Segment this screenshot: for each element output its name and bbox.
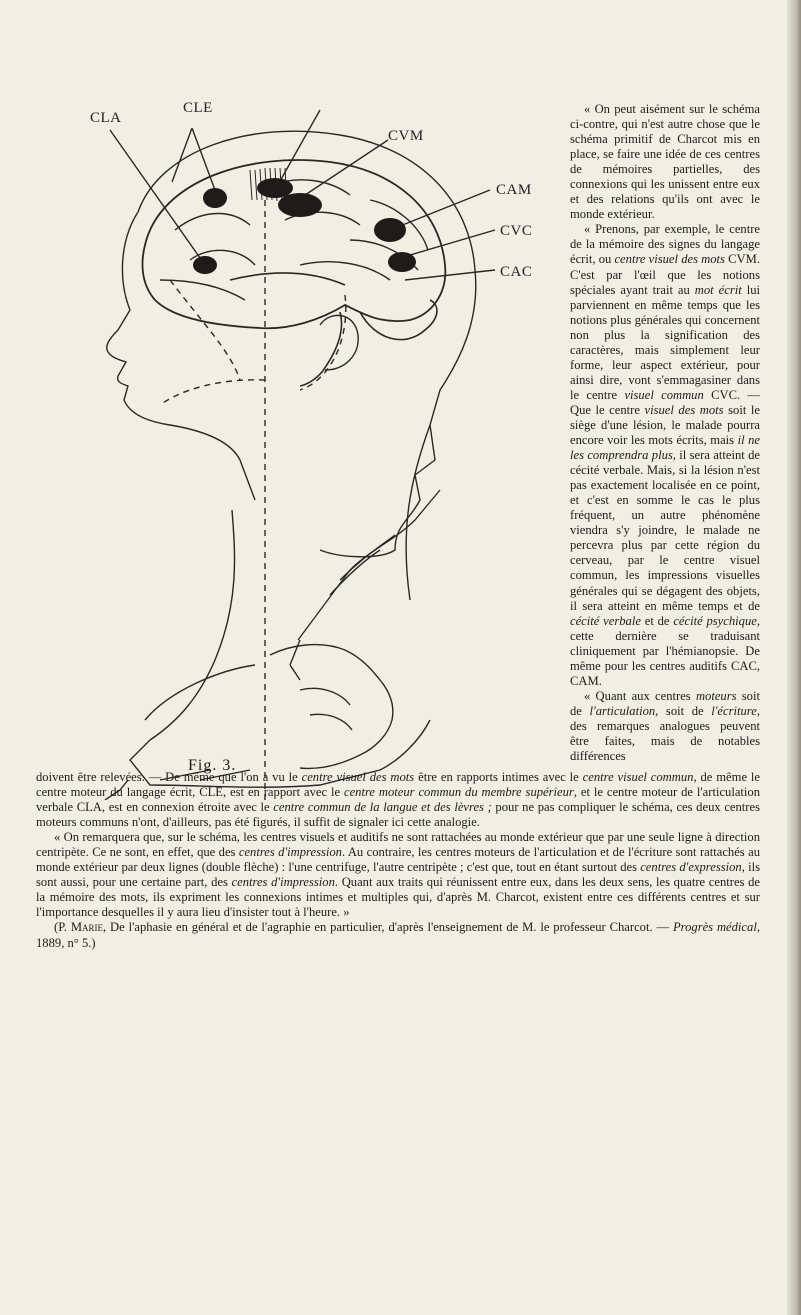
label-cla: CLA — [90, 110, 122, 126]
cam-centre — [278, 193, 322, 217]
column-paragraph — [570, 222, 760, 688]
side-column-text — [570, 102, 760, 764]
ear-outline — [320, 315, 358, 370]
text-run: doivent être relevées. — De même que l'on a vu le — [36, 770, 302, 784]
pen-quill — [298, 490, 440, 640]
text-run: , de même le centre moteur du langage écrit, CLE, est en rapport avec le — [36, 770, 761, 800]
column-paragraph — [570, 102, 760, 222]
italic-run: centres d'impression — [231, 875, 335, 890]
text-run: , cette dernière se traduisant cliniquement par l'hémianopsie. De même pour les centres auditifs CAC, CAM. — [570, 613, 760, 688]
full-width-text — [36, 770, 760, 951]
cerebellum-outline — [360, 300, 437, 340]
label-cvm: CVM — [388, 128, 424, 144]
body-paragraph — [36, 920, 760, 950]
figure-brain-schema — [0, 80, 560, 800]
brain-hand-illustration — [0, 80, 560, 800]
face-outline — [107, 212, 255, 500]
italic-run: Progrès médical — [672, 920, 757, 935]
neck-outline — [406, 425, 430, 600]
italic-run: l'articulation — [589, 703, 656, 718]
text-run: lui parviennent en même temps que les notions plus générales qui concernent non plus la signification des caractères, mais simplement leur forme, leur aspect extérieur, pour ainsi dire, vont s'emmagasiner dans le centre — [570, 282, 760, 402]
text-run: soit le siège d'une lésion, le malade pourra encore voir les mots écrits, mais — [570, 402, 760, 448]
text-run: « On peut aisément sur le schéma ci-contre, qui n'est autre chose que le schéma primitif de Charcot mis en place, se faire une idée de ces centres de mémoires partielles, des connexions qui les unissent entre eux et des relations qu'ils ont avec le monde extérieur. — [570, 102, 760, 222]
text-run: , ils sont aussi, pour une certaine part, des — [36, 860, 761, 890]
text-run: , il sera atteint de cécité verbale. Mais, si la lésion n'est pas exactement localisée en ce point, et c'est en somme le cas le plus fréquent, un autre phénomène viendra s'y joindre, le malade ne percevra plus par cette région du cerveau, par le centre visuel commun, les impressions visuelles générales qui se dégagent des objets, il sera atteint en même temps et de — [570, 448, 761, 613]
text-run: être en rapports intimes avec le — [414, 770, 583, 784]
italic-run: il ne les comprendra plus — [570, 433, 760, 463]
text-run: Marie — [70, 920, 104, 935]
italic-run: centre visuel des mots — [614, 252, 725, 267]
column-paragraph — [570, 689, 760, 764]
label-cac: CAC — [500, 264, 533, 280]
italic-run: centres d'expression — [640, 860, 742, 875]
text-run: « Quant aux centres — [584, 688, 696, 703]
page-edge-shadow — [787, 0, 801, 1315]
italic-run: moteurs — [695, 688, 737, 703]
italic-run: centre visuel commun — [582, 770, 694, 784]
text-run: , De l'aphasie en général et de l'agraphie en particulier, d'après l'enseignement de M. le professeur Charcot. — — [103, 920, 673, 935]
text-run: « Prenons, par exemple, le centre de la mémoire des signes du langage écrit, ou — [570, 222, 760, 267]
cvm-centre — [257, 178, 293, 198]
italic-run: cécité verbale — [570, 613, 641, 628]
text-run: . Quant aux traits qui réunissent entre eux, dans les deux sens, les quatre centres de la mémoire des mots, ils expriment les connexions intimes et multiples qui, d'après M. Charcot, existent entre ces différents centres et sur l'importance desquelles il y aura lieu d'insister tout à l'heure. » — [36, 875, 760, 920]
text-run: pour ne pas compliquer le schéma, ces deux centres moteurs communs n'ont, d'ailleurs, pas été figurés, il suffit de signaler ici cette analogie. — [36, 800, 760, 830]
brain-outline — [142, 160, 445, 328]
label-cvc: CVC — [500, 223, 533, 239]
text-run: CVM. C'est par l'œil que les notions spéciales ayant trait au — [570, 252, 760, 297]
hand-outline — [270, 645, 393, 769]
text-run: , et le centre moteur de l'articulation verbale CLA, est en connexion étroite avec le — [36, 785, 761, 815]
text-run: et de — [640, 613, 674, 628]
label-cle: CLE — [183, 100, 213, 116]
italic-run: mot écrit — [694, 282, 742, 297]
text-run: « On remarquera que, sur le schéma, les centres visuels et auditifs ne sont rattachées au monde extérieur que par une seule ligne à direction centripète. Ce ne sont, en effet, que des — [36, 830, 760, 860]
body-paragraph — [36, 770, 760, 830]
cla-centre — [193, 256, 217, 274]
italic-run: centre moteur commun du membre supérieur — [343, 785, 574, 800]
cac-centre — [388, 252, 416, 272]
italic-run: centre visuel des mots — [301, 770, 415, 784]
cle-centre — [203, 188, 227, 208]
cvc-centre — [374, 218, 406, 242]
arm-outline — [130, 510, 430, 787]
italic-run: centres d'impression — [238, 845, 342, 860]
text-run: (P. — [54, 920, 71, 935]
text-run: , soit de — [655, 703, 712, 718]
label-cam: CAM — [496, 182, 532, 198]
italic-run: visuel commun — [624, 387, 704, 402]
text-run: , des remarques analogues peuvent être faites, mais de notables différences — [570, 703, 760, 764]
text-run: . Au contraire, les centres moteurs de l'articulation et de l'écriture sont rattachés au monde extérieur par deux lignes (double flèche) : l'une centrifuge, l'autre centripète ; c'est que, tout en étant surtout des — [36, 845, 760, 875]
text-run: , 1889, n° 5.) — [36, 920, 760, 950]
text-run: CVC. — Que le centre — [570, 387, 760, 417]
text-run: soit de — [570, 688, 760, 718]
figure-caption: Fig. 3. — [188, 757, 237, 774]
italic-run: centre commun de la langue et des lèvres ; — [273, 800, 492, 815]
body-paragraph — [36, 830, 760, 920]
italic-run: l'écriture — [711, 703, 757, 718]
italic-run: visuel des mots — [644, 402, 724, 417]
italic-run: cécité psychique — [673, 613, 757, 628]
